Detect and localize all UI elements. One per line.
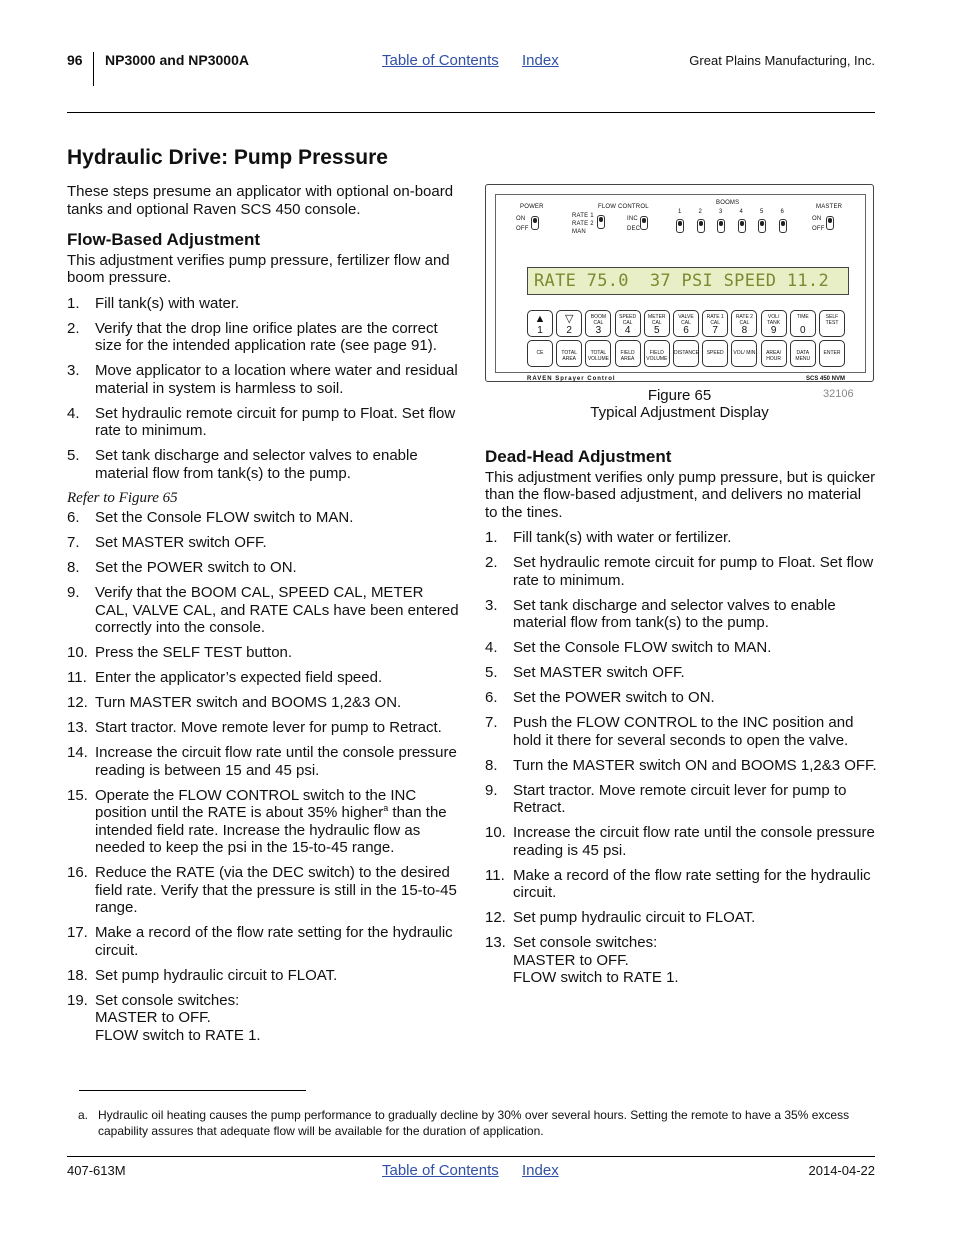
keypad-key[interactable]: ENTER bbox=[819, 340, 845, 367]
list-item: 17. Make a record of the flow rate setting for the hydraulic circuit. bbox=[67, 924, 453, 959]
keypad-key[interactable]: ▲ 1 bbox=[527, 310, 553, 337]
list-item: 1. Fill tank(s) with water. bbox=[67, 294, 240, 312]
page-number: 96 bbox=[67, 52, 83, 68]
flow-based-heading: Flow-Based Adjustment bbox=[67, 230, 260, 249]
lcd-display: RATE 75.0 37 PSI SPEED 11.2 bbox=[527, 267, 849, 295]
dead-head-heading: Dead-Head Adjustment bbox=[485, 447, 672, 466]
list-item: 5. Set tank discharge and selector valves to enable material flow from tank(s) to the pump. bbox=[67, 447, 418, 482]
keypad-key[interactable]: METER CAL 5 bbox=[644, 310, 670, 337]
left-column bbox=[67, 183, 459, 1052]
footnote-text: Hydraulic oil heating causes the pump performance to gradually decline by 30% over several hours. Setting the remote to have a 35% excess capability assures that adequate flow will be available for the duration of application. bbox=[98, 1108, 850, 1138]
power-switch[interactable] bbox=[531, 216, 539, 230]
keypad-key[interactable]: TOTAL VOLUME bbox=[585, 340, 611, 367]
list-item: 6. Set the POWER switch to ON. bbox=[485, 689, 715, 706]
figure-number: Figure 65 bbox=[647, 387, 712, 404]
list-item: 18. Set pump hydraulic circuit to FLOAT. bbox=[67, 966, 338, 984]
keypad-key[interactable]: AREA/ HOUR bbox=[761, 340, 787, 367]
dead-head-steps-list bbox=[485, 529, 877, 987]
list-item: 14. Increase the circuit flow rate until the console pressure reading is between 15 and 45 psi. bbox=[67, 744, 457, 779]
flow-based-description: This adjustment verifies pump pressure, fertilizer flow and boom pressure. bbox=[67, 251, 450, 286]
boom-number-label: 4 bbox=[739, 209, 744, 215]
man-label: MAN bbox=[572, 229, 586, 235]
boom-switch[interactable] bbox=[738, 219, 746, 233]
rate2-label: RATE 2 bbox=[572, 221, 594, 227]
keypad-key[interactable]: SPEED CAL 4 bbox=[615, 310, 641, 337]
off-label: OFF bbox=[516, 226, 529, 232]
rate1-label: RATE 1 bbox=[572, 213, 594, 219]
keypad-key[interactable]: CE bbox=[527, 340, 553, 367]
footer-index-link[interactable]: Index bbox=[522, 1162, 559, 1179]
flow-steps-list-a bbox=[67, 295, 459, 483]
keypad-key[interactable]: RATE 2 CAL 8 bbox=[731, 310, 757, 337]
list-item: 13. Start tractor. Move remote lever for pump to Retract. bbox=[67, 719, 442, 736]
list-item: 9. Verify that the BOOM CAL, SPEED CAL, METER CAL, VALVE CAL, and RATE CALs have been entered correctly into the console. bbox=[67, 584, 459, 636]
power-label: POWER bbox=[520, 204, 544, 210]
boom-number-label: 6 bbox=[780, 209, 785, 215]
figure-id: 32106 bbox=[823, 388, 854, 400]
inc-label: INC bbox=[627, 216, 638, 222]
boom-number-label: 1 bbox=[678, 209, 682, 215]
footnote-marker[interactable]: a bbox=[383, 803, 389, 813]
list-item: 7. Set MASTER switch OFF. bbox=[67, 534, 267, 551]
boom-switch[interactable] bbox=[717, 219, 725, 233]
flow-steps-list-b bbox=[67, 509, 459, 1044]
model-label: SCS 450 NVM bbox=[806, 376, 846, 382]
list-item: 3. Set tank discharge and selector valves to enable material flow from tank(s) to the pump. bbox=[485, 596, 836, 631]
master-label: MASTER bbox=[816, 204, 843, 210]
dead-head-description: This adjustment verifies only pump pressure, but is quicker than the flow-based adjustment, and delivers no material to the tines. bbox=[485, 468, 876, 521]
list-item: 1. Fill tank(s) with water or fertilizer. bbox=[485, 529, 732, 546]
keypad-key[interactable]: VOL/ TANK 9 bbox=[761, 310, 787, 337]
dec-label: DEC bbox=[627, 226, 641, 232]
footnote-rule bbox=[79, 1090, 306, 1091]
intro-text: These steps presume an applicator with optional on-board tanks and optional Raven SCS 450 console. bbox=[67, 183, 454, 218]
list-item: 3. Move applicator to a location where water and residual material in system is harmless to soil. bbox=[67, 362, 458, 397]
list-item: 12. Turn MASTER switch and BOOMS 1,2&3 ON. bbox=[67, 694, 402, 711]
section-title: Hydraulic Drive: Pump Pressure bbox=[67, 146, 388, 169]
boom-number-label: 3 bbox=[719, 209, 723, 215]
list-item: 16. Reduce the RATE (via the DEC switch) to the desired field rate. Verify that the pressure is still in the 15-to-45 range. bbox=[67, 864, 457, 916]
index-link[interactable]: Index bbox=[522, 52, 559, 69]
keypad-key[interactable]: VALVE CAL 6 bbox=[673, 310, 699, 337]
list-item: 10. Press the SELF TEST button. bbox=[67, 644, 293, 661]
header-divider bbox=[93, 52, 94, 86]
document-code: 407-613M bbox=[67, 1163, 126, 1178]
keypad-key[interactable]: TOTAL AREA bbox=[556, 340, 582, 367]
boom-switch[interactable] bbox=[758, 219, 766, 233]
list-item: 11. Enter the applicator’s expected field speed. bbox=[67, 669, 383, 686]
list-item: 19. Set console switches: MASTER to OFF. FLOW switch to RATE 1. bbox=[67, 991, 261, 1044]
list-item: 9. Start tractor. Move remote circuit lever for pump to Retract. bbox=[485, 781, 847, 816]
keypad-key[interactable]: SELF TEST bbox=[819, 310, 845, 337]
list-item: 15. Operate the FLOW CONTROL switch to the INC position until the RATE is about 35% higher$^a$ than the intended field rate. Increase the hydraulic flow as needed to keep the psi in the 15-to-45 range. bbox=[67, 786, 447, 856]
brand-label: RAVEN Sprayer Control bbox=[527, 376, 616, 382]
keypad-key[interactable]: RATE 1 CAL 7 bbox=[702, 310, 728, 337]
footnote-letter: a. bbox=[78, 1108, 89, 1122]
company-name: Great Plains Manufacturing, Inc. bbox=[689, 53, 875, 68]
on-label: ON bbox=[516, 216, 526, 222]
boom-switch[interactable] bbox=[779, 219, 787, 233]
booms-label: BOOMS bbox=[716, 200, 740, 206]
table-of-contents-link[interactable]: Table of Contents bbox=[382, 52, 499, 69]
list-item: 4. Set hydraulic remote circuit for pump to Float. Set flow rate to minimum. bbox=[67, 404, 456, 439]
boom-number-label: 5 bbox=[760, 209, 764, 215]
figure-reference: Refer to Figure 65 bbox=[67, 489, 178, 506]
list-item: 12. Set pump hydraulic circuit to FLOAT. bbox=[485, 909, 756, 926]
list-item: 2. Verify that the drop line orifice plates are the correct size for the intended application rate (see page 91). bbox=[67, 319, 438, 354]
list-item: 8. Turn the MASTER switch ON and BOOMS 1,2&3 OFF. bbox=[485, 756, 877, 774]
console-panel bbox=[495, 194, 866, 382]
header-rule bbox=[67, 112, 875, 113]
master-switch[interactable] bbox=[826, 216, 834, 230]
list-item: 8. Set the POWER switch to ON. bbox=[67, 559, 297, 576]
document-title: NP3000 and NP3000A bbox=[105, 52, 249, 68]
list-item: 11. Make a record of the flow rate setting for the hydraulic circuit. bbox=[485, 866, 871, 901]
footnote bbox=[78, 1107, 858, 1139]
figure-caption bbox=[485, 387, 874, 421]
boom-number-label: 2 bbox=[698, 209, 703, 215]
list-item: 13. Set console switches: MASTER to OFF. FLOW switch to RATE 1. bbox=[485, 934, 679, 986]
flow-control-switch[interactable] bbox=[640, 216, 648, 230]
console-figure bbox=[485, 184, 874, 382]
keypad-key[interactable]: DISTANCE bbox=[673, 340, 699, 367]
keypad-key[interactable]: BOOM CAL 3 bbox=[585, 310, 611, 337]
flow-switch[interactable] bbox=[597, 215, 605, 229]
list-item: 2. Set hydraulic remote circuit for pump to Float. Set flow rate to minimum. bbox=[485, 554, 874, 589]
list-item: 5. Set MASTER switch OFF. bbox=[485, 664, 685, 681]
flow-control-label: FLOW CONTROL bbox=[598, 204, 649, 210]
boom-switch[interactable] bbox=[697, 219, 705, 233]
keypad-key[interactable]: DATA MENU bbox=[790, 340, 816, 367]
publication-date: 2014-04-22 bbox=[808, 1163, 875, 1178]
list-item: 7. Push the FLOW CONTROL to the INC position and hold it there for several seconds to open the valve. bbox=[485, 714, 854, 749]
keypad-key[interactable]: FIELD AREA bbox=[615, 340, 641, 367]
master-on-label: ON bbox=[812, 216, 822, 222]
boom-switch[interactable] bbox=[676, 219, 684, 233]
keypad-key[interactable]: FIELD VOLUME bbox=[644, 340, 670, 367]
list-item: 4. Set the Console FLOW switch to MAN. bbox=[485, 639, 772, 656]
footer-table-of-contents-link[interactable]: Table of Contents bbox=[382, 1162, 499, 1179]
right-column bbox=[485, 448, 877, 994]
keypad-key[interactable]: TIME 0 bbox=[790, 310, 816, 337]
keypad-key[interactable]: SPEED bbox=[702, 340, 728, 367]
keypad-key[interactable]: VOL/ MIN bbox=[731, 340, 757, 367]
keypad-key[interactable]: ▽ 2 bbox=[556, 310, 582, 337]
list-item: 10. Increase the circuit flow rate until the console pressure reading is 45 psi. bbox=[485, 824, 875, 859]
footer-rule bbox=[67, 1156, 875, 1157]
master-off-label: OFF bbox=[812, 226, 825, 232]
list-item: 6. Set the Console FLOW switch to MAN. bbox=[67, 509, 354, 526]
figure-title: Typical Adjustment Display bbox=[590, 404, 769, 421]
